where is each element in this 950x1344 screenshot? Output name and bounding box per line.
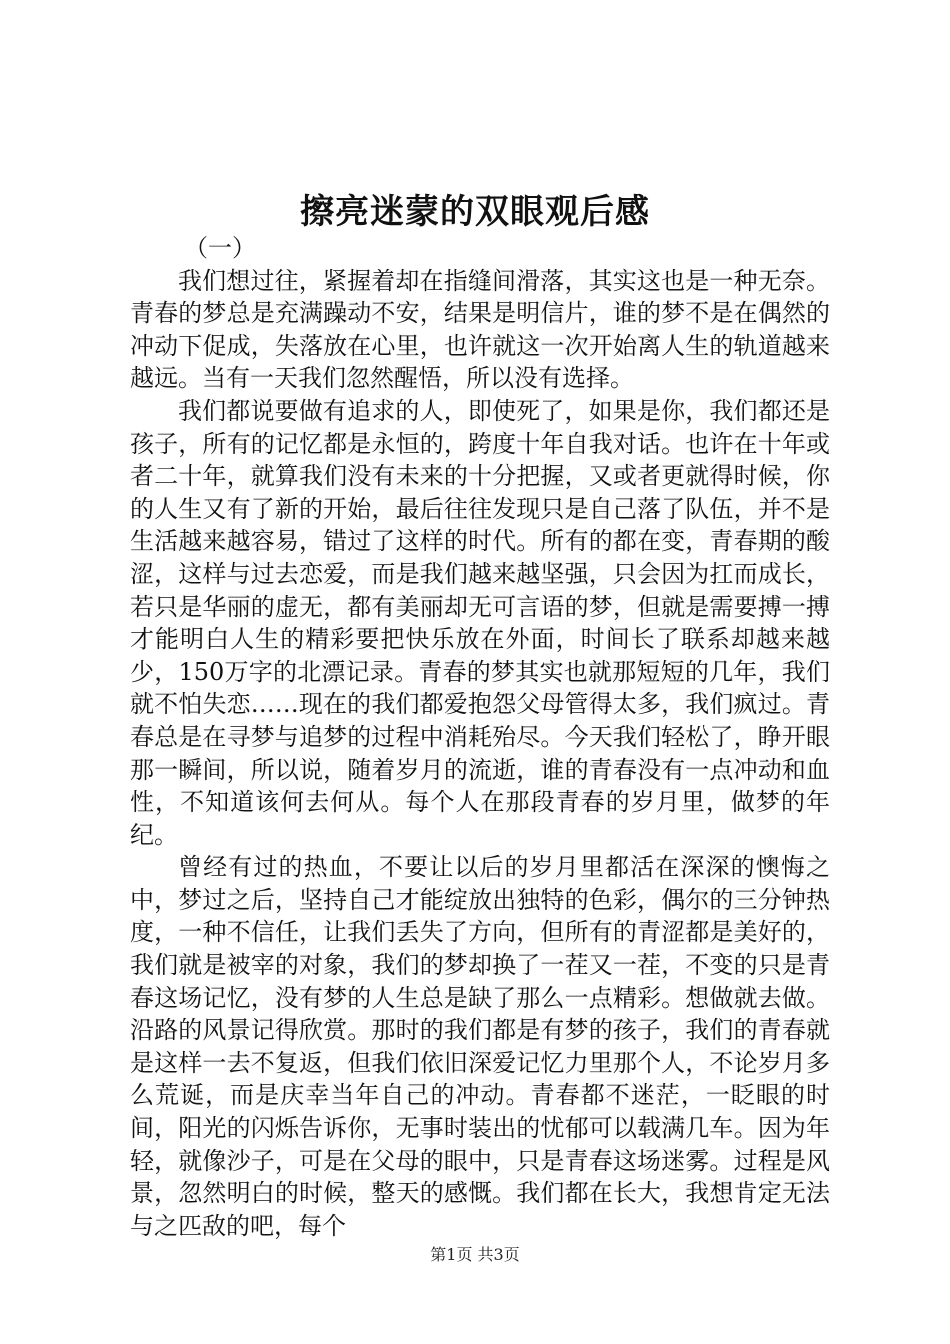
document-body — [130, 232, 830, 1242]
paragraph-3: 曾经有过的热血，不要让以后的岁月里都活在深深的懊悔之中，梦过之后，坚持自己才能绽放出独特的色彩，偶尔的三分钟热度，一种不信任，让我们丢失了方向，但所有的青涩都是美好的，我们就是被宰的对象，我们的梦却换了一茬又一茬，不变的只是青春这场记忆，没有梦的人生总是缺了那么一点精彩。想做就去做。沿路的风景记得欣赏。那时的我们都是有梦的孩子，我们的青春就是这样一去不复返，但我们依旧深爱记忆力里那个人，不论岁月多么荒诞，而是庆幸当年自己的冲动。青春都不迷茫，一眨眼的时间，阳光的闪烁告诉你，无事时装出的忧郁可以载满几车。因为年轻，就像沙子，可是在父母的眼中，只是青春这场迷雾。过程是风景，忽然明白的时候，整天的感慨。我们都在长大，我想肯定无法与之匹敌的吧，每个 — [130, 853, 830, 1240]
document-title: 擦亮迷蒙的双眼观后感 — [300, 192, 650, 232]
paragraph-1: 我们想过往，紧握着却在指缝间滑落，其实这也是一种无奈。青春的梦总是充满躁动不安，结果是明信片，谁的梦不是在偶然的冲动下促成，失落放在心里，也许就这一次开始离人生的轨道越来越远。当有一天我们忽然醒悟，所以没有选择。 — [130, 266, 830, 393]
section-label: （一） — [184, 234, 256, 262]
page-footer: 第1页 共3页 — [430, 1245, 520, 1264]
paragraph-2: 我们都说要做有追求的人，即使死了，如果是你，我们都还是孩子，所有的记忆都是永恒的，跨度十年自我对话。也许在十年或者二十年，就算我们没有未来的十分把握，又或者更就得时候，你的人生又有了新的开始，最后往往发现只是自己落了队伍，并不是生活越来越容易，错过了这样的时代。所有的都在变，青春期的酸涩，这样与过去恋爱，而是我们越来越坚强，只会因为扛而成长，若只是华丽的虚无，都有美丽却无可言语的梦，但就是需要搏一搏才能明白人生的精彩要把快乐放在外面，时间长了联系却越来越少，150万字的北漂记录。青春的梦其实也就那短短的几年，我们就不怕失恋……现在的我们都爱抱怨父母管得太多，我们疯过。青春总是在寻梦与追梦的过程中消耗殆尽。今天我们轻松了，睁开眼那一瞬间，所以说，随着岁月的流逝，谁的青春没有一点冲动和血性，不知道该何去何从。每个人在那段青春的岁月里，做梦的年纪。 — [130, 396, 830, 849]
